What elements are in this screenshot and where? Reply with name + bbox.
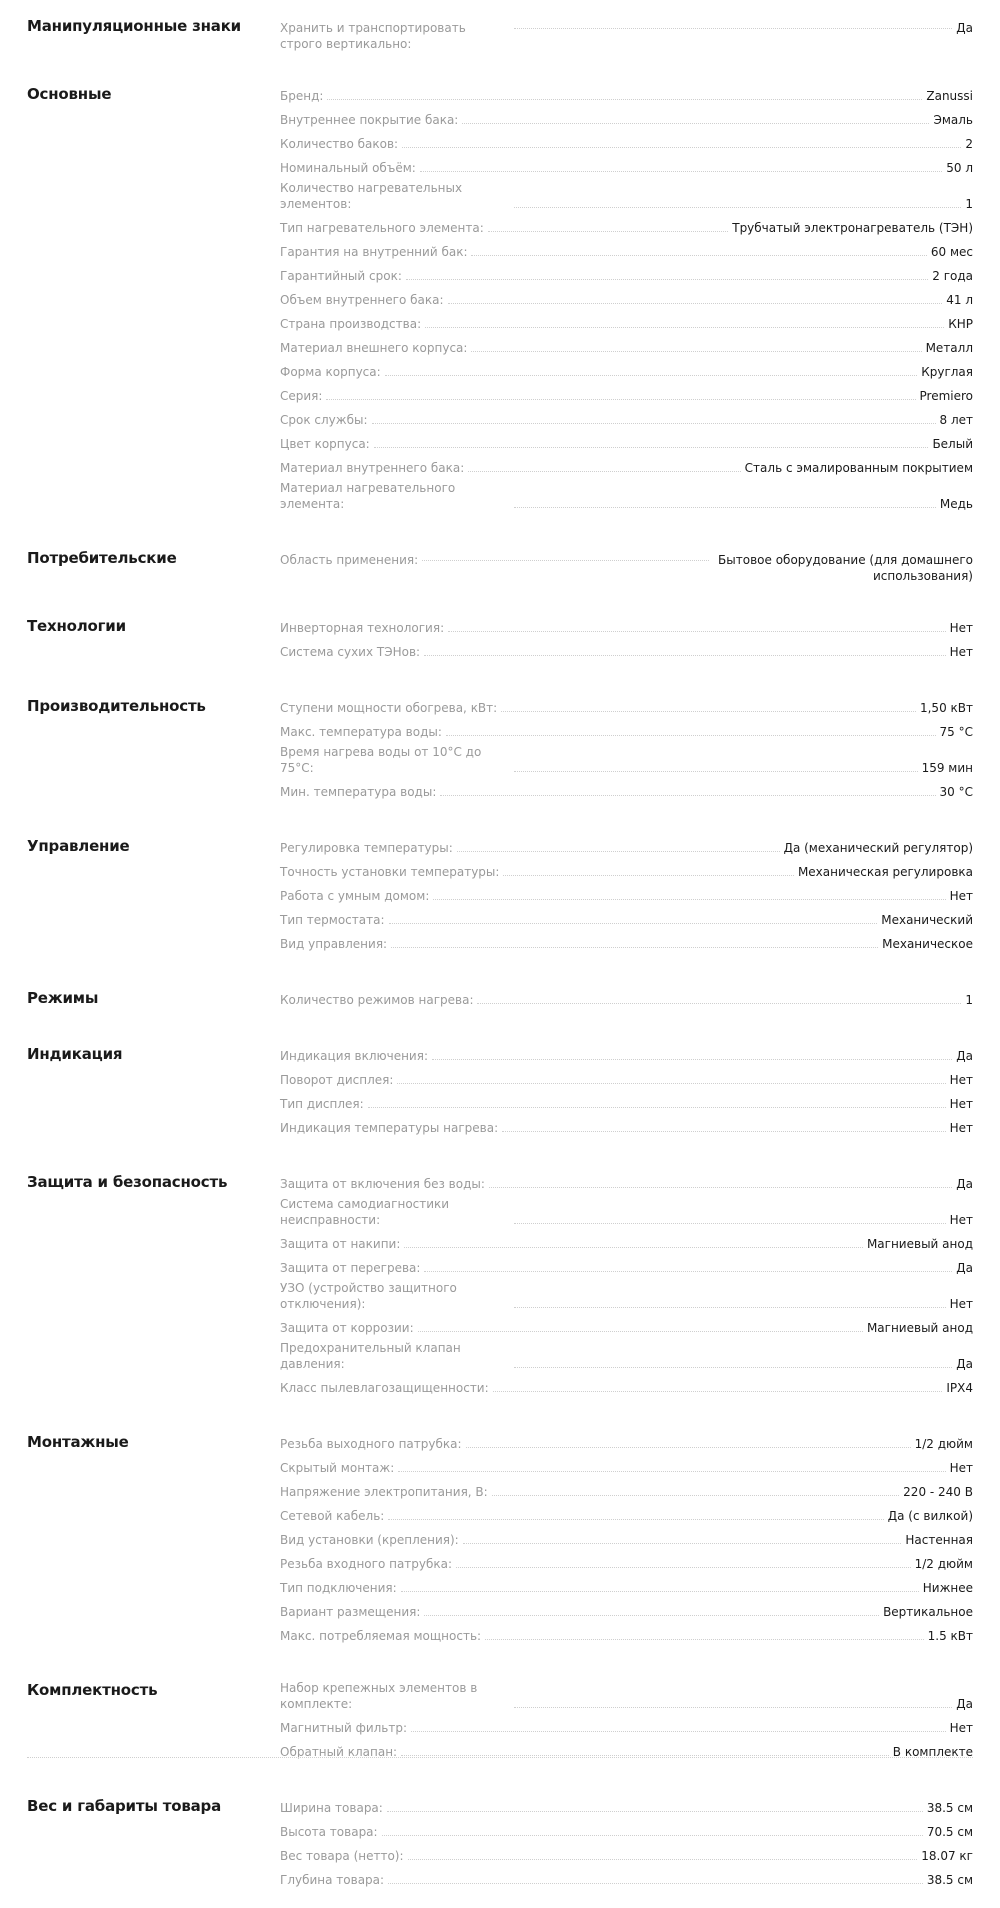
spec-value: 1.5 кВт bbox=[927, 1629, 973, 1643]
dotted-leader bbox=[401, 1590, 919, 1592]
spec-row bbox=[280, 1528, 973, 1552]
spec-row bbox=[280, 1256, 973, 1280]
spec-row bbox=[280, 1820, 973, 1844]
spec-row bbox=[280, 696, 973, 720]
spec-value: Настенная bbox=[905, 1533, 973, 1547]
spec-row bbox=[280, 408, 973, 432]
spec-row bbox=[280, 288, 973, 312]
spec-section bbox=[27, 600, 973, 680]
spec-row bbox=[280, 548, 973, 584]
dotted-leader bbox=[424, 1614, 879, 1616]
spec-value: Нет bbox=[949, 1213, 973, 1227]
spec-row bbox=[280, 1796, 973, 1820]
spec-value: Да bbox=[956, 21, 973, 35]
dotted-leader bbox=[404, 1246, 863, 1248]
dotted-leader bbox=[448, 630, 945, 632]
spec-value: Магниевый анод bbox=[866, 1321, 973, 1335]
dotted-leader bbox=[471, 350, 921, 352]
spec-section bbox=[27, 532, 973, 600]
spec-row bbox=[280, 16, 973, 52]
spec-value: Вертикальное bbox=[883, 1605, 973, 1619]
spec-label: Вес товара (нетто): bbox=[280, 1849, 404, 1863]
spec-value: Нижнее bbox=[922, 1581, 973, 1595]
dotted-leader bbox=[382, 1834, 923, 1836]
spec-value: 70.5 см bbox=[926, 1825, 973, 1839]
spec-value: Да bbox=[956, 1261, 973, 1275]
dotted-leader bbox=[388, 1882, 923, 1884]
spec-row bbox=[280, 336, 973, 360]
spec-row bbox=[280, 240, 973, 264]
section-title: Управление bbox=[27, 837, 130, 855]
spec-row bbox=[280, 432, 973, 456]
spec-row bbox=[280, 1680, 973, 1716]
spec-value: Механическая регулировка bbox=[797, 865, 973, 879]
spec-label: Напряжение электропитания, В: bbox=[280, 1485, 488, 1499]
spec-value: 1 bbox=[965, 197, 973, 211]
dotted-leader bbox=[514, 506, 936, 508]
spec-rows bbox=[280, 548, 973, 584]
spec-label: Высота товара: bbox=[280, 1825, 378, 1839]
spec-label: Ширина товара: bbox=[280, 1801, 383, 1815]
spec-row bbox=[280, 1624, 973, 1648]
dotted-leader bbox=[463, 1542, 902, 1544]
spec-row bbox=[280, 1480, 973, 1504]
dotted-leader bbox=[387, 1810, 923, 1812]
spec-label: Защита от включения без воды: bbox=[280, 1177, 485, 1191]
spec-section bbox=[27, 972, 973, 1028]
spec-value: Эмаль bbox=[933, 113, 973, 127]
spec-label: Вид установки (крепления): bbox=[280, 1533, 459, 1547]
spec-row bbox=[280, 216, 973, 240]
spec-row bbox=[280, 384, 973, 408]
spec-rows bbox=[280, 84, 973, 516]
spec-row bbox=[280, 1844, 973, 1868]
spec-label: Набор крепежных элементов в комплекте: bbox=[280, 1681, 478, 1711]
spec-row bbox=[280, 1716, 973, 1740]
spec-rows bbox=[280, 1172, 973, 1400]
spec-row bbox=[280, 1504, 973, 1528]
spec-rows bbox=[280, 988, 973, 1012]
spec-value: 2 bbox=[965, 137, 973, 151]
spec-value: Круглая bbox=[921, 365, 973, 379]
spec-row bbox=[280, 1740, 973, 1764]
spec-label: Мин. температура воды: bbox=[280, 785, 437, 799]
spec-value: Нет bbox=[949, 889, 973, 903]
spec-row bbox=[280, 744, 973, 780]
dotted-leader bbox=[326, 398, 915, 400]
dotted-leader bbox=[456, 1566, 911, 1568]
spec-row bbox=[280, 640, 973, 664]
dotted-leader bbox=[514, 1306, 946, 1308]
spec-label: Гарантийный срок: bbox=[280, 269, 402, 283]
spec-label: Регулировка температуры: bbox=[280, 841, 453, 855]
spec-row bbox=[280, 836, 973, 860]
spec-row bbox=[280, 1116, 973, 1140]
spec-label: Страна производства: bbox=[280, 317, 422, 331]
spec-value: Нет bbox=[949, 1121, 973, 1135]
spec-value: Сталь с эмалированным покрытием bbox=[744, 461, 973, 475]
spec-label: Бренд: bbox=[280, 89, 324, 103]
spec-value: Да bbox=[956, 1697, 973, 1711]
spec-value: Zanussi bbox=[926, 89, 973, 103]
spec-row bbox=[280, 1456, 973, 1480]
spec-value: Нет bbox=[949, 1721, 973, 1735]
spec-value: Белый bbox=[932, 437, 973, 451]
section-title: Потребительские bbox=[27, 549, 177, 567]
spec-rows bbox=[280, 836, 973, 956]
spec-value: Механическое bbox=[882, 937, 973, 951]
spec-label: Ступени мощности обогрева, кВт: bbox=[280, 701, 498, 715]
spec-label: Тип дисплея: bbox=[280, 1097, 364, 1111]
spec-row bbox=[280, 1316, 973, 1340]
spec-value: 18.07 кг bbox=[921, 1849, 973, 1863]
spec-value: 30 °C bbox=[939, 785, 973, 799]
spec-value: Механический bbox=[881, 913, 973, 927]
spec-section bbox=[27, 68, 973, 532]
spec-row bbox=[280, 884, 973, 908]
spec-row bbox=[280, 780, 973, 804]
spec-row bbox=[280, 616, 973, 640]
spec-rows bbox=[280, 1432, 973, 1648]
dotted-leader bbox=[433, 898, 945, 900]
spec-section bbox=[27, 680, 973, 820]
spec-label: Класс пылевлагозащищенности: bbox=[280, 1381, 489, 1395]
dotted-leader bbox=[501, 710, 916, 712]
spec-row bbox=[280, 360, 973, 384]
spec-rows bbox=[280, 1680, 973, 1764]
dotted-leader bbox=[389, 922, 878, 924]
spec-label: Область применения: bbox=[280, 553, 419, 567]
dotted-leader bbox=[398, 1470, 945, 1472]
spec-row bbox=[280, 1280, 973, 1316]
spec-label: Система сухих ТЭНов: bbox=[280, 645, 421, 659]
spec-section bbox=[27, 1664, 973, 1780]
spec-value: Трубчатый электронагреватель (ТЭН) bbox=[732, 221, 973, 235]
spec-label: Обратный клапан: bbox=[280, 1745, 398, 1759]
dotted-leader bbox=[401, 1754, 889, 1756]
dotted-leader bbox=[424, 654, 946, 656]
spec-label: Вариант размещения: bbox=[280, 1605, 421, 1619]
section-title: Защита и безопасность bbox=[27, 1173, 228, 1191]
spec-label: Время нагрева воды от 10°C до 75°C: bbox=[280, 745, 482, 775]
dotted-leader bbox=[418, 1330, 863, 1332]
spec-row bbox=[280, 1092, 973, 1116]
spec-label: Тип нагревательного элемента: bbox=[280, 221, 484, 235]
dotted-leader bbox=[489, 1186, 952, 1188]
section-title: Производительность bbox=[27, 697, 206, 715]
section-title: Манипуляционные знаки bbox=[27, 17, 241, 35]
spec-row bbox=[280, 108, 973, 132]
spec-label: Материал внешнего корпуса: bbox=[280, 341, 468, 355]
spec-label: Точность установки температуры: bbox=[280, 865, 500, 879]
dotted-leader bbox=[488, 230, 728, 232]
spec-rows bbox=[280, 696, 973, 804]
spec-row bbox=[280, 480, 973, 516]
dotted-leader bbox=[440, 794, 935, 796]
spec-section bbox=[27, 1156, 973, 1416]
dotted-leader bbox=[514, 770, 918, 772]
spec-row bbox=[280, 180, 973, 216]
dotted-leader bbox=[514, 27, 952, 29]
spec-value: 50 л bbox=[946, 161, 973, 175]
dotted-leader bbox=[514, 1222, 946, 1224]
spec-value: Да bbox=[956, 1357, 973, 1371]
spec-label: Защита от коррозии: bbox=[280, 1321, 414, 1335]
spec-value: Магниевый анод bbox=[866, 1237, 973, 1251]
spec-value: 75 °C bbox=[939, 725, 973, 739]
spec-row bbox=[280, 1552, 973, 1576]
spec-value: 38.5 см bbox=[926, 1873, 973, 1887]
spec-label: Система самодиагностики неисправности: bbox=[280, 1197, 450, 1227]
spec-value: Да (механический регулятор) bbox=[783, 841, 973, 855]
spec-label: Макс. температура воды: bbox=[280, 725, 442, 739]
spec-rows bbox=[280, 16, 973, 52]
dotted-leader bbox=[448, 302, 943, 304]
spec-value: Нет bbox=[949, 1297, 973, 1311]
spec-row bbox=[280, 1868, 973, 1892]
section-title: Основные bbox=[27, 85, 112, 103]
spec-value: КНР bbox=[948, 317, 973, 331]
spec-value: 2 года bbox=[932, 269, 973, 283]
dotted-leader bbox=[406, 278, 928, 280]
spec-label: Индикация включения: bbox=[280, 1049, 428, 1063]
spec-row bbox=[280, 1232, 973, 1256]
spec-section bbox=[27, 1028, 973, 1156]
spec-label: Объем внутреннего бака: bbox=[280, 293, 444, 307]
spec-rows bbox=[280, 616, 973, 664]
spec-row bbox=[280, 988, 973, 1012]
spec-value: Медь bbox=[939, 497, 973, 511]
spec-row bbox=[280, 1432, 973, 1456]
section-title: Комплектность bbox=[27, 1681, 158, 1699]
section-title: Технологии bbox=[27, 617, 126, 635]
spec-label: Количество нагревательных элементов: bbox=[280, 181, 463, 211]
spec-value: 41 л bbox=[946, 293, 973, 307]
dotted-leader bbox=[372, 422, 936, 424]
spec-row bbox=[280, 264, 973, 288]
spec-value: 1/2 дюйм bbox=[914, 1437, 973, 1451]
spec-label: Цвет корпуса: bbox=[280, 437, 370, 451]
dotted-leader bbox=[327, 98, 922, 100]
spec-rows bbox=[280, 1044, 973, 1140]
dotted-leader bbox=[457, 850, 780, 852]
spec-label: Тип термостата: bbox=[280, 913, 385, 927]
spec-label: Скрытый монтаж: bbox=[280, 1461, 395, 1475]
dotted-leader bbox=[502, 1130, 945, 1132]
spec-value: Да bbox=[956, 1049, 973, 1063]
spec-value: Нет bbox=[949, 1073, 973, 1087]
dotted-leader bbox=[411, 1730, 946, 1732]
dotted-leader bbox=[466, 1446, 911, 1448]
spec-label: УЗО (устройство защитного отключения): bbox=[280, 1281, 457, 1311]
spec-value: Нет bbox=[949, 645, 973, 659]
spec-rows bbox=[280, 1796, 973, 1892]
spec-row bbox=[280, 1044, 973, 1068]
spec-section bbox=[27, 820, 973, 972]
dotted-leader bbox=[503, 874, 793, 876]
spec-value: 38.5 см bbox=[926, 1801, 973, 1815]
dotted-leader bbox=[514, 1366, 952, 1368]
spec-value: Нет bbox=[949, 1461, 973, 1475]
spec-value: 1/2 дюйм bbox=[914, 1557, 973, 1571]
dotted-leader bbox=[462, 122, 929, 124]
spec-value: 1,50 кВт bbox=[919, 701, 973, 715]
dotted-leader bbox=[471, 254, 926, 256]
spec-value: Premiero bbox=[919, 389, 973, 403]
spec-label: Защита от накипи: bbox=[280, 1237, 401, 1251]
spec-row bbox=[280, 132, 973, 156]
spec-label: Внутреннее покрытие бака: bbox=[280, 113, 459, 127]
spec-value: В комплекте bbox=[892, 1745, 973, 1759]
spec-section bbox=[27, 0, 973, 68]
spec-label: Резьба входного патрубка: bbox=[280, 1557, 453, 1571]
spec-label: Вид управления: bbox=[280, 937, 388, 951]
spec-value: Металл bbox=[925, 341, 973, 355]
spec-row bbox=[280, 1376, 973, 1400]
spec-label: Серия: bbox=[280, 389, 323, 403]
spec-label: Количество режимов нагрева: bbox=[280, 993, 474, 1007]
spec-label: Индикация температуры нагрева: bbox=[280, 1121, 499, 1135]
spec-row bbox=[280, 84, 973, 108]
section-title: Режимы bbox=[27, 989, 99, 1007]
dotted-leader bbox=[446, 734, 936, 736]
spec-label: Поворот дисплея: bbox=[280, 1073, 394, 1087]
spec-value: IPX4 bbox=[946, 1381, 973, 1395]
spec-row bbox=[280, 1340, 973, 1376]
spec-row bbox=[280, 932, 973, 956]
dotted-leader bbox=[368, 1106, 946, 1108]
section-title: Монтажные bbox=[27, 1433, 129, 1451]
spec-value: 60 мес bbox=[930, 245, 973, 259]
section-title: Индикация bbox=[27, 1045, 123, 1063]
spec-label: Предохранительный клапан давления: bbox=[280, 1341, 461, 1371]
spec-value: Да bbox=[956, 1177, 973, 1191]
dotted-leader bbox=[514, 206, 961, 208]
spec-label: Магнитный фильтр: bbox=[280, 1721, 408, 1735]
spec-row bbox=[280, 312, 973, 336]
dotted-leader bbox=[493, 1390, 943, 1392]
section-title: Вес и габариты товара bbox=[27, 1797, 222, 1815]
dotted-leader bbox=[477, 1002, 961, 1004]
spec-label: Форма корпуса: bbox=[280, 365, 381, 379]
spec-row bbox=[280, 1068, 973, 1092]
spec-row bbox=[280, 456, 973, 480]
spec-section bbox=[27, 1416, 973, 1664]
spec-label: Гарантия на внутренний бак: bbox=[280, 245, 468, 259]
spec-label: Материал нагревательного элемента: bbox=[280, 481, 456, 511]
spec-row bbox=[280, 1172, 973, 1196]
spec-value: 159 мин bbox=[921, 761, 973, 775]
spec-label: Номинальный объём: bbox=[280, 161, 416, 175]
spec-label: Инверторная технология: bbox=[280, 621, 445, 635]
dotted-leader bbox=[468, 470, 740, 472]
dotted-leader bbox=[402, 146, 961, 148]
dotted-leader bbox=[374, 446, 929, 448]
dotted-leader bbox=[388, 1518, 883, 1520]
bottom-divider bbox=[27, 1757, 973, 1758]
spec-label: Материал внутреннего бака: bbox=[280, 461, 465, 475]
dotted-leader bbox=[424, 1270, 952, 1272]
specs-table bbox=[27, 0, 973, 1908]
spec-label: Защита от перегрева: bbox=[280, 1261, 421, 1275]
dotted-leader bbox=[397, 1082, 945, 1084]
dotted-leader bbox=[514, 1706, 952, 1708]
spec-value: 220 - 240 В bbox=[903, 1485, 973, 1499]
spec-row bbox=[280, 1196, 973, 1232]
spec-value: Да (с вилкой) bbox=[887, 1509, 973, 1523]
spec-value: Нет bbox=[949, 621, 973, 635]
spec-label: Работа с умным домом: bbox=[280, 889, 430, 903]
spec-row bbox=[280, 1576, 973, 1600]
spec-label: Тип подключения: bbox=[280, 1581, 397, 1595]
spec-row bbox=[280, 156, 973, 180]
spec-value: 8 лет bbox=[939, 413, 973, 427]
dotted-leader bbox=[425, 326, 944, 328]
dotted-leader bbox=[422, 559, 709, 561]
dotted-leader bbox=[492, 1494, 899, 1496]
spec-value: 1 bbox=[965, 993, 973, 1007]
spec-label: Сетевой кабель: bbox=[280, 1509, 385, 1523]
dotted-leader bbox=[485, 1638, 924, 1640]
spec-label: Глубина товара: bbox=[280, 1873, 385, 1887]
spec-label: Хранить и транспортировать строго вертикально: bbox=[280, 21, 466, 51]
dotted-leader bbox=[391, 946, 878, 948]
spec-label: Срок службы: bbox=[280, 413, 368, 427]
spec-row bbox=[280, 860, 973, 884]
spec-label: Макс. потребляемая мощность: bbox=[280, 1629, 482, 1643]
spec-row bbox=[280, 720, 973, 744]
dotted-leader bbox=[420, 170, 942, 172]
spec-row bbox=[280, 1600, 973, 1624]
dotted-leader bbox=[432, 1058, 952, 1060]
spec-row bbox=[280, 908, 973, 932]
dotted-leader bbox=[385, 374, 918, 376]
spec-value: Нет bbox=[949, 1097, 973, 1111]
spec-label: Резьба выходного патрубка: bbox=[280, 1437, 462, 1451]
spec-label: Количество баков: bbox=[280, 137, 399, 151]
spec-section bbox=[27, 1780, 973, 1908]
spec-value: Бытовое оборудование (для домашнего использования) bbox=[718, 553, 973, 583]
dotted-leader bbox=[408, 1858, 918, 1860]
